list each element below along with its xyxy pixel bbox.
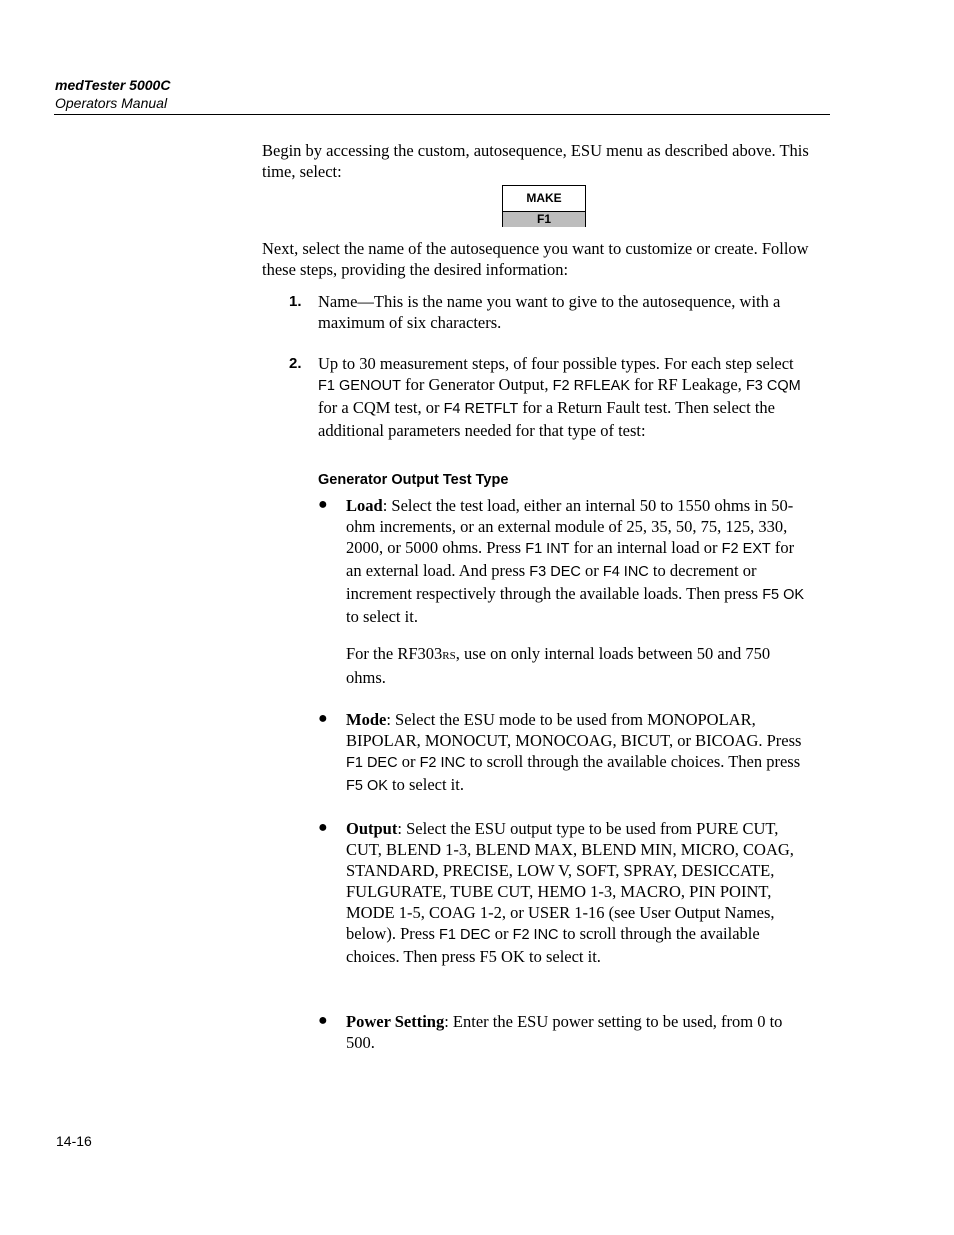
- key-f3-cqm: F3 CQM: [745, 378, 801, 394]
- manual-subtitle: Operators Manual: [55, 95, 168, 111]
- subheading-generator-output: Generator Output Test Type: [318, 472, 509, 488]
- key-f2-rfleak: F2 RFLEAK: [552, 378, 631, 394]
- key-f1-genout: F1 GENOUT: [318, 378, 401, 394]
- manual-title: medTester 5000C: [55, 77, 171, 93]
- key-f4-inc: F4 INC: [602, 564, 649, 580]
- header-rule: [54, 114, 830, 115]
- softkey-f1: F1: [503, 212, 585, 227]
- bullet-power-setting: Power Setting: Enter the ESU power setting to be used, from 0 to 500.: [346, 1012, 783, 1052]
- softkey-label: MAKE: [503, 186, 585, 212]
- page-number: 14-16: [56, 1133, 92, 1149]
- bullet-icon: ●: [318, 1012, 328, 1029]
- page-header: [55, 76, 170, 112]
- key-f5-ok: F5 OK: [346, 778, 388, 794]
- bullet-icon: ●: [318, 819, 328, 836]
- bullet-icon: ●: [318, 710, 328, 727]
- step-2-text: Up to 30 measurement steps, of four possible types. For each step select F1 GENOUT for Generator Output, F2 RFLEAK for RF Leakage, F3 CQM for a CQM test, or F4 RETFLT for a Return Fault test. Then select the additional parameters needed for that type of test:: [318, 354, 801, 440]
- bullet-load: Load: Select the test load, either an internal 50 to 1550 ohms in 50-ohm increments, or an external module of 25, 35, 50, 75, 125, 330, 2000, or 5000 ohms. Press F1 INT for an internal load or F2 EXT for an external load. And press F3 DEC or F4 INC to decrement or increment respectively through the available loads. Then press F5 OK to select it.: [346, 496, 805, 626]
- key-f4-retflt: F4 RETFLT: [443, 401, 519, 417]
- key-f1-dec: F1 DEC: [439, 927, 491, 943]
- step-1-number: 1.: [289, 293, 302, 310]
- key-f2-ext: F2 EXT: [721, 541, 771, 557]
- key-f3-dec: F3 DEC: [529, 564, 581, 580]
- intro-paragraph: Begin by accessing the custom, autosequence, ESU menu as described above. This time, select:: [262, 141, 809, 181]
- bullet-icon: ●: [318, 496, 328, 513]
- next-paragraph: Next, select the name of the autosequence you want to customize or create. Follow these steps, providing the desired information:: [262, 239, 809, 279]
- key-f2-inc: F2 INC: [512, 927, 559, 943]
- key-f5-ok: F5 OK: [762, 587, 805, 603]
- bullet-output: Output: Select the ESU output type to be used from PURE CUT, CUT, BLEND 1-3, BLEND MAX, BLEND MIN, MICRO, COAG, STANDARD, PRECISE, LOW V, SOFT, SPRAY, DESICCATE, FULGURATE, TUBE CUT, HEMO 1-3, MACRO, PIN POINT, MODE 1-5, COAG 1-2, or USER 1-16 (see User Output Names, below). Press F1 DEC or F2 INC to scroll through the available choices. Then press F5 OK to select it.: [346, 819, 794, 966]
- key-f1-int: F1 INT: [525, 541, 570, 557]
- key-f2-inc: F2 INC: [419, 755, 466, 771]
- step-2-number: 2.: [289, 355, 302, 372]
- key-f1-dec: F1 DEC: [346, 755, 398, 771]
- step-1-text: Name—This is the name you want to give to the autosequence, with a maximum of six characters.: [318, 292, 781, 332]
- load-note: For the RF303RS, use on only internal loads between 50 and 750 ohms.: [346, 644, 771, 687]
- make-softkey: [502, 185, 586, 227]
- bullet-mode: Mode: Select the ESU mode to be used from MONOPOLAR, BIPOLAR, MONOCUT, MONOCOAG, BICUT, or BICOAG. Press F1 DEC or F2 INC to scroll through the available choices. Then press F5 OK to select it.: [346, 710, 802, 794]
